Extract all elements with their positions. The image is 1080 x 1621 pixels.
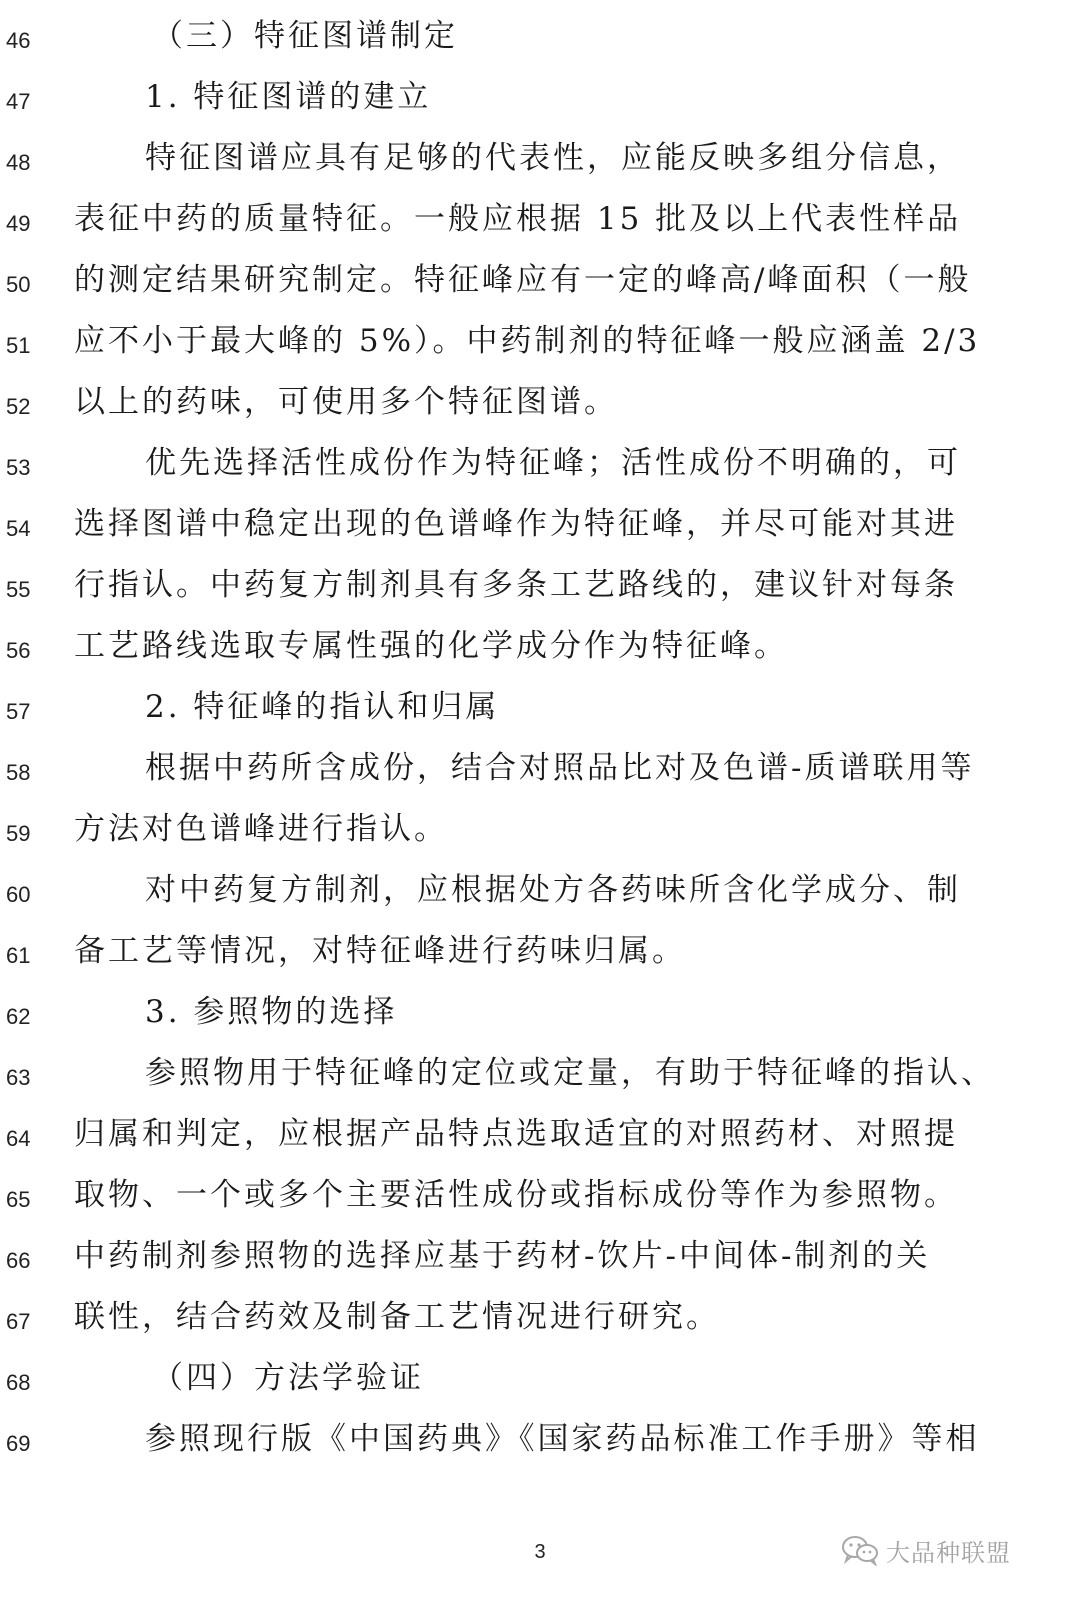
subsection-heading: 2. 特征峰的指认和归属	[145, 689, 500, 725]
line-number: 52	[6, 394, 31, 419]
line-number: 49	[6, 211, 31, 236]
document-line	[0, 799, 1080, 860]
paragraph-text: 根据中药所含成份，结合对照品比对及色谱-质谱联用等	[145, 750, 975, 786]
line-number: 63	[6, 1065, 31, 1090]
line-number: 64	[6, 1126, 31, 1151]
document-line	[0, 189, 1080, 250]
line-number: 62	[6, 1004, 31, 1029]
document-line	[0, 616, 1080, 677]
subsection-heading: 1. 特征图谱的建立	[145, 79, 432, 115]
watermark	[840, 1532, 1011, 1568]
paragraph-text: 参照物用于特征峰的定位或定量，有助于特征峰的指认、	[145, 1055, 995, 1091]
line-number: 60	[6, 882, 31, 907]
paragraph-text: 的测定结果研究制定。特征峰应有一定的峰高/峰面积（一般	[74, 262, 972, 298]
line-number: 59	[6, 821, 31, 846]
document-line	[0, 67, 1080, 128]
paragraph-text: 对中药复方制剂，应根据处方各药味所含化学成分、制	[145, 872, 961, 908]
paragraph-text: 参照现行版《中国药典》《国家药品标准工作手册》等相	[145, 1421, 980, 1457]
document-line	[0, 921, 1080, 982]
paragraph-text: 表征中药的质量特征。一般应根据 15 批及以上代表性样品	[74, 201, 962, 237]
document-line	[0, 372, 1080, 433]
paragraph-text: 归属和判定，应根据产品特点选取适宜的对照药材、对照提	[74, 1116, 958, 1152]
document-line	[0, 1043, 1080, 1104]
paragraph-text: 工艺路线选取专属性强的化学成分作为特征峰。	[74, 628, 788, 664]
document-line	[0, 433, 1080, 494]
paragraph-text: 优先选择活性成份作为特征峰；活性成份不明确的，可	[145, 445, 961, 481]
section-heading: （四）方法学验证	[152, 1360, 424, 1396]
document-line	[0, 677, 1080, 738]
document-line	[0, 6, 1080, 67]
document-line	[0, 250, 1080, 311]
page-number: 3	[534, 1541, 546, 1563]
line-number: 54	[6, 516, 31, 541]
wechat-icon	[840, 1534, 880, 1566]
document-line	[0, 1165, 1080, 1226]
paragraph-text: 选择图谱中稳定出现的色谱峰作为特征峰，并尽可能对其进	[74, 506, 958, 542]
subsection-heading: 3. 参照物的选择	[145, 994, 398, 1030]
line-number: 47	[6, 89, 31, 114]
line-number: 53	[6, 455, 31, 480]
document-line	[0, 860, 1080, 921]
line-number: 48	[6, 150, 31, 175]
document-line	[0, 1287, 1080, 1348]
paragraph-text: 备工艺等情况，对特征峰进行药味归属。	[74, 933, 686, 969]
document-line	[0, 311, 1080, 372]
paragraph-text: 联性，结合药效及制备工艺情况进行研究。	[74, 1299, 720, 1335]
paragraph-text: 特征图谱应具有足够的代表性，应能反映多组分信息，	[145, 140, 961, 176]
watermark-text: 大品种联盟	[886, 1538, 1011, 1567]
line-number: 58	[6, 760, 31, 785]
line-number: 65	[6, 1187, 31, 1212]
line-number: 67	[6, 1309, 31, 1334]
line-number: 46	[6, 28, 31, 53]
document-line	[0, 1226, 1080, 1287]
line-number: 69	[6, 1431, 31, 1456]
line-number: 66	[6, 1248, 31, 1273]
document-line	[0, 1409, 1080, 1470]
line-number: 61	[6, 943, 31, 968]
paragraph-text: 中药制剂参照物的选择应基于药材-饮片-中间体-制剂的关	[74, 1238, 931, 1274]
document-line	[0, 982, 1080, 1043]
line-number: 55	[6, 577, 31, 602]
line-number: 57	[6, 699, 31, 724]
document-line	[0, 494, 1080, 555]
document-line	[0, 1348, 1080, 1409]
document-line	[0, 738, 1080, 799]
line-number: 56	[6, 638, 31, 663]
paragraph-text: 应不小于最大峰的 5%）。中药制剂的特征峰一般应涵盖 2/3	[74, 323, 981, 359]
document-line	[0, 1104, 1080, 1165]
line-number: 68	[6, 1370, 31, 1395]
paragraph-text: 行指认。中药复方制剂具有多条工艺路线的，建议针对每条	[74, 567, 958, 603]
line-number: 51	[6, 333, 31, 358]
section-heading: （三）特征图谱制定	[152, 18, 458, 54]
line-number: 50	[6, 272, 31, 297]
paragraph-text: 取物、一个或多个主要活性成份或指标成份等作为参照物。	[74, 1177, 958, 1213]
paragraph-text: 方法对色谱峰进行指认。	[74, 811, 448, 847]
document-line	[0, 128, 1080, 189]
document-line	[0, 555, 1080, 616]
paragraph-text: 以上的药味，可使用多个特征图谱。	[74, 384, 618, 420]
